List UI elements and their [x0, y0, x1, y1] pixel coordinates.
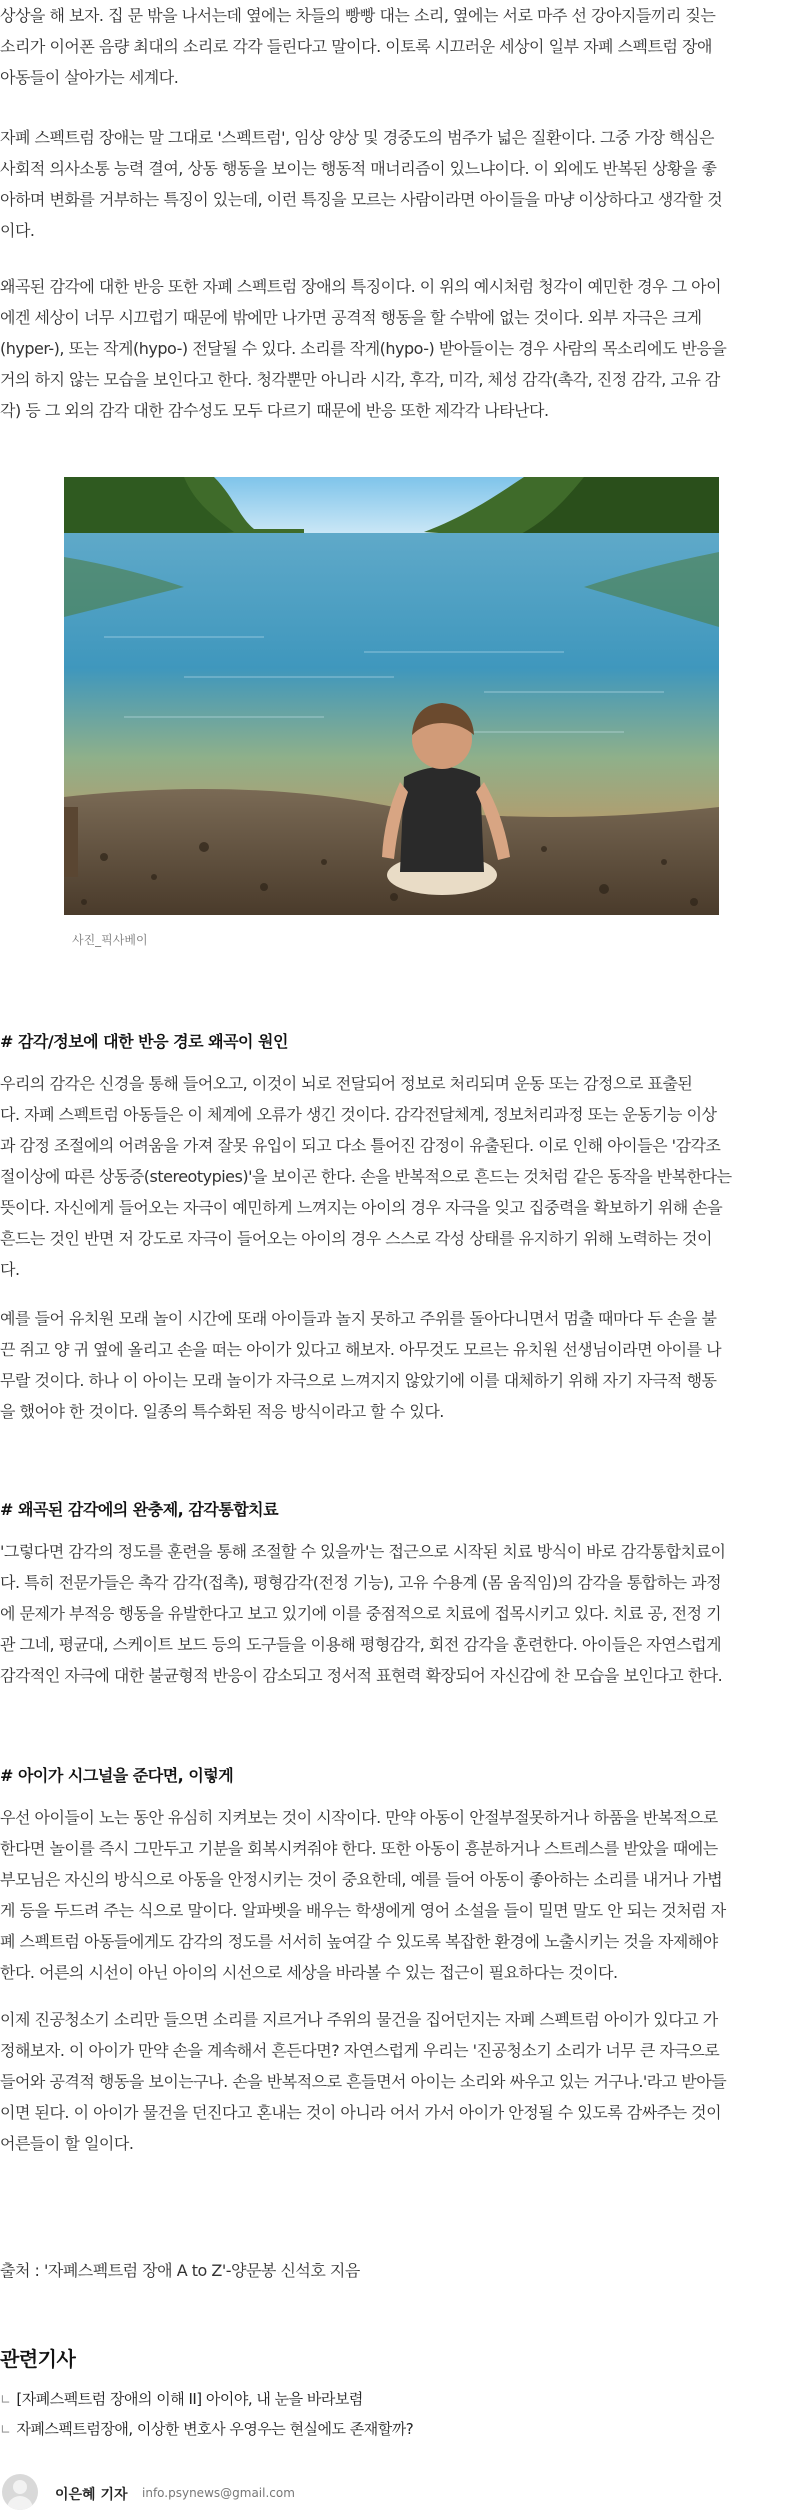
paragraph-line: 끈 쥐고 양 귀 옆에 올리고 손을 떠는 아이가 있다고 해보자. 아무것도 모르는 유치원 선생님이라면 아이를 나 — [0, 1340, 722, 1359]
paragraph-line: 상상을 해 보자. 집 문 밖을 나서는데 옆에는 차들의 빵빵 대는 소리, 옆에는 서로 마주 선 강아지들끼리 짖는 — [0, 6, 716, 25]
paragraph-line: 다. — [0, 1260, 20, 1279]
paragraph-line: 우리의 감각은 신경을 통해 들어오고, 이것이 뇌로 전달되어 정보로 처리되며 운동 또는 감정으로 표출된 — [0, 1074, 693, 1093]
paragraph-line: 뜻이다. 자신에게 들어오는 자극이 예민하게 느껴지는 아이의 경우 자극을 잊고 집중력을 확보하기 위해 손을 — [0, 1198, 723, 1217]
author-name[interactable]: 이은혜 기자 — [55, 2487, 128, 2503]
paragraph-line: 게 등을 두드려 주는 식으로 말이다. 알파벳을 배우는 학생에게 영어 소설을 들이 밀면 말도 안 되는 것처럼 자 — [0, 1901, 726, 1920]
section1-paragraph-2 — [0, 1303, 790, 1427]
paragraph-line: 자폐 스펙트럼 장애는 말 그대로 '스펙트럼', 임상 양상 및 경중도의 범주가 넓은 질환이다. 그중 가장 핵심은 — [0, 128, 714, 147]
section-heading-therapy: # 왜곡된 감각에의 완충제, 감각통합치료 — [0, 1500, 279, 1519]
paragraph-line: 절이상에 따른 상동증(stereotypies)'을 보이곤 한다. 손을 반복적으로 흔드는 것처럼 같은 동작을 반복한다는 — [0, 1167, 732, 1186]
paragraph-line: 아동들이 살아가는 세계다. — [0, 68, 179, 87]
paragraph-line: 감각적인 자극에 대한 불균형적 반응이 감소되고 정서적 표현력 확장되어 자신감에 찬 모습을 보인다고 한다. — [0, 1666, 723, 1685]
paragraph-line: 소리가 이어폰 음량 최대의 소리로 각각 들린다고 말이다. 이토록 시끄러운 세상이 일부 자폐 스펙트럼 장애 — [0, 37, 712, 56]
source-citation: 출처 : '자폐스펙트럼 장애 A to Z'-양문봉 신석호 지음 — [0, 2261, 360, 2280]
section-heading-cause: # 감각/정보에 대한 반응 경로 왜곡이 원인 — [0, 1032, 288, 1051]
avatar-body-shape — [7, 2496, 33, 2510]
paragraph-line: 사회적 의사소통 능력 결여, 상동 행동을 보이는 행동적 매너리즘이 있느냐이다. 이 외에도 반복된 상황을 좋 — [0, 159, 717, 178]
paragraph-line: 이다. — [0, 221, 35, 240]
section-heading-signal: # 아이가 시그널을 준다면, 이렇게 — [0, 1766, 234, 1785]
related-article-title: [자폐스펙트럼 장애의 이해 II] 아이야, 내 눈을 바라보렴 — [16, 2390, 363, 2408]
photo-caption: 사진_픽사베이 — [72, 933, 148, 947]
paragraph-line: 과 감정 조절에의 어려움을 가져 잘못 유입이 되고 다소 틀어진 감정이 유출된다. 이로 인해 아이들은 '감각조 — [0, 1136, 721, 1155]
paragraph-line: 한다. 어른의 시선이 아닌 아이의 시선으로 세상을 바라볼 수 있는 접근이 필요하다는 것이다. — [0, 1963, 618, 1982]
article-photo — [64, 477, 719, 915]
intro-paragraph — [0, 0, 790, 93]
corner-arrow-icon: ∟ — [0, 2423, 11, 2438]
paragraph-line: 어른들이 할 일이다. — [0, 2134, 134, 2153]
paragraph-line: 예를 들어 유치원 모래 놀이 시간에 또래 아이들과 놀지 못하고 주위를 돌아다니면서 멈출 때마다 두 손을 불 — [0, 1309, 717, 1328]
paragraph-line: 왜곡된 감각에 대한 반응 또한 자폐 스펙트럼 장애의 특징이다. 이 위의 예시처럼 청각이 예민한 경우 그 아이 — [0, 277, 722, 296]
paragraph-line: 에겐 세상이 너무 시끄럽기 때문에 밖에만 나가면 공격적 행동을 할 수밖에 없는 것이다. 외부 자극은 크게 — [0, 308, 702, 327]
paragraph-line: 폐 스펙트럼 아동들에게도 감각의 정도를 서서히 높여갈 수 있도록 복잡한 환경에 노출시키는 것을 자제해야 — [0, 1932, 718, 1951]
paragraph-line: 각) 등 그 외의 감각 대한 감수성도 모두 다르기 때문에 반응 또한 제각각 나타난다. — [0, 401, 549, 420]
author-email[interactable]: info.psynews@gmail.com — [142, 2486, 295, 2500]
paragraph-line: (hyper-), 또는 작게(hypo-) 전달될 수 있다. 소리를 작게(hypo-) 받아들이는 경우 사람의 목소리에도 반응을 — [0, 339, 727, 358]
paragraph-line: 관 그네, 평균대, 스케이트 보드 등의 도구들을 이용해 평형감각, 회전 감각을 훈련한다. 아이들은 자연스럽게 — [0, 1635, 722, 1654]
child-at-lake-image — [64, 477, 719, 915]
paragraph-line: 아하며 변화를 거부하는 특징이 있는데, 이런 특징을 모르는 사람이라면 아이들을 마냥 이상하다고 생각할 것 — [0, 190, 723, 209]
paragraph-line: 이제 진공청소기 소리만 들으면 소리를 지르거나 주위의 물건을 집어던지는 자폐 스펙트럼 아이가 있다고 가 — [0, 2010, 718, 2029]
paragraph-line: 다. 특히 전문가들은 촉각 감각(접촉), 평형감각(전정 기능), 고유 수용계 (몸 움직임)의 감각을 통합하는 과정 — [0, 1573, 722, 1592]
paragraph-line: 정해보자. 이 아이가 만약 손을 계속해서 흔든다면? 자연스럽게 우리는 '진공청소기 소리가 너무 큰 자극으로 — [0, 2041, 720, 2060]
section1-paragraph-1 — [0, 1068, 790, 1285]
paragraph-line: 부모님은 자신의 방식으로 아동을 안정시키는 것이 중요한데, 예를 들어 아동이 좋아하는 소리를 내거나 가볍 — [0, 1870, 723, 1889]
paragraph-line: 을 했어야 한 것이다. 일종의 특수화된 적응 방식이라고 할 수 있다. — [0, 1402, 444, 1421]
section3-paragraph-2 — [0, 2004, 790, 2159]
related-article-title: 자폐스펙트럼장애, 이상한 변호사 우영우는 현실에도 존재할까? — [16, 2420, 414, 2438]
paragraph-line: 다. 자폐 스펙트럼 아동들은 이 체계에 오류가 생긴 것이다. 감각전달체계, 정보처리과정 또는 운동기능 이상 — [0, 1105, 717, 1124]
paragraph-line: 한다면 놀이를 즉시 그만두고 기분을 회복시켜줘야 한다. 또한 아동이 흥분하거나 스트레스를 받았을 때에는 — [0, 1839, 718, 1858]
paragraph-line: 에 문제가 부적응 행동을 유발한다고 보고 있기에 이를 중점적으로 치료에 접목시키고 있다. 치료 공, 전정 기 — [0, 1604, 722, 1623]
paragraph-spectrum — [0, 122, 790, 246]
related-article-link[interactable] — [0, 2418, 413, 2439]
related-article-link[interactable] — [0, 2388, 363, 2409]
paragraph-sensory — [0, 271, 790, 426]
paragraph-line: 우선 아이들이 노는 동안 유심히 지켜보는 것이 시작이다. 만약 아동이 안절부절못하거나 하품을 반복적으로 — [0, 1808, 718, 1827]
author-byline — [0, 2468, 790, 2505]
paragraph-line: '그렇다면 감각의 정도를 훈련을 통해 조절할 수 있을까'는 접근으로 시작된 치료 방식이 바로 감각통합치료이 — [0, 1542, 726, 1561]
paragraph-line: 흔드는 것인 반면 저 강도로 자극이 들어오는 아이의 경우 스스로 각성 상태를 유지하기 위해 노력하는 것이 — [0, 1229, 712, 1248]
paragraph-line: 거의 하지 않는 모습을 보인다고 한다. 청각뿐만 아니라 시각, 후각, 미각, 체성 감각(촉각, 진정 감각, 고유 감 — [0, 370, 720, 389]
paragraph-line: 들어와 공격적 행동을 보이는구나. 손을 반복적으로 흔들면서 아이는 소리와 싸우고 있는 거구나.'라고 받아들 — [0, 2072, 727, 2091]
section3-paragraph-1 — [0, 1802, 790, 1988]
related-articles-title: 관련기사 — [0, 2347, 76, 2371]
corner-arrow-icon: ∟ — [0, 2393, 11, 2408]
avatar-head-shape — [13, 2480, 27, 2494]
section2-paragraph-1 — [0, 1536, 790, 1691]
paragraph-line: 무랄 것이다. 하나 이 아이는 모래 놀이가 자극으로 느껴지지 않았기에 이를 대체하기 위해 자기 자극적 행동 — [0, 1371, 717, 1390]
paragraph-line: 이면 된다. 이 아이가 물건을 던진다고 혼내는 것이 아니라 어서 가서 아이가 안정될 수 있도록 감싸주는 것이 — [0, 2103, 722, 2122]
